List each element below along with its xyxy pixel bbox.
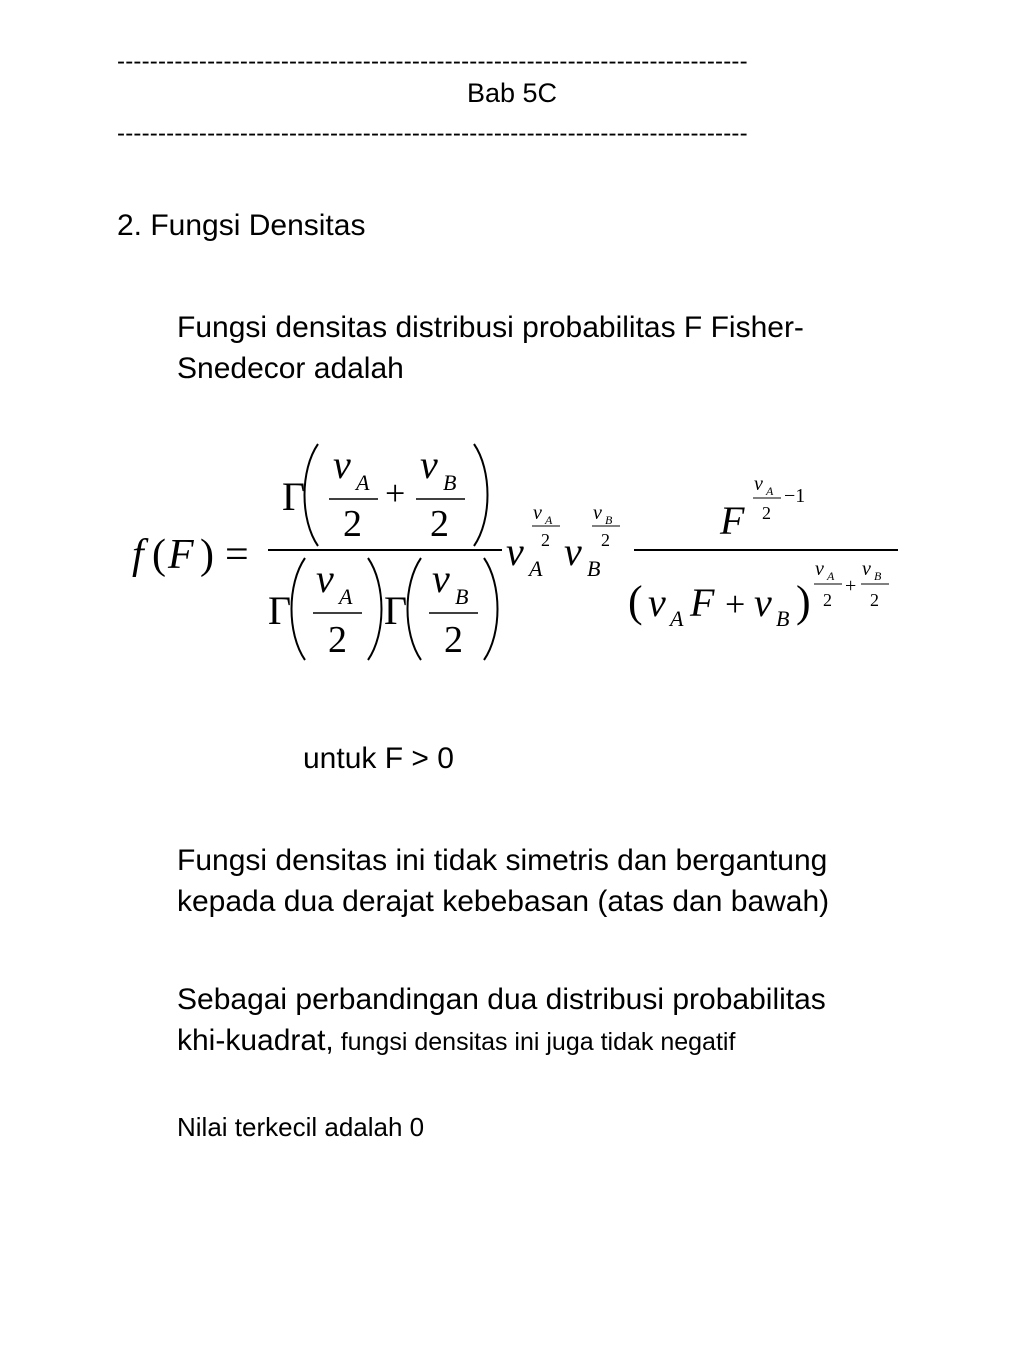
lhs-F: F [168, 532, 194, 578]
num-exp-two: 2 [762, 503, 771, 523]
den-sub-B-term: B [776, 606, 790, 631]
den-nu-B-term: ν [754, 580, 772, 625]
den-sub-A-term: A [670, 606, 684, 631]
num-right-paren [474, 444, 488, 546]
den-open-paren: ( [628, 577, 643, 626]
den-exp-two-A: 2 [823, 590, 832, 610]
f-density-formula [0, 420, 1024, 670]
den-F-term: F [690, 580, 715, 625]
den-B-left-paren [408, 558, 422, 660]
num-exp-sub: A [766, 484, 774, 498]
num-two-A: 2 [343, 503, 362, 545]
exp-B-sub: B [605, 513, 613, 527]
den-nu-B: ν [432, 556, 450, 601]
num-two-B: 2 [430, 503, 449, 545]
power-sub-B: B [587, 556, 601, 581]
minimum-value-note: Nilai terkecil adalah 0 [177, 1112, 425, 1142]
den-exp-nu-A: ν [815, 558, 824, 580]
intro-line-2: Snedecor adalah [177, 352, 404, 385]
exp-B-nu: ν [593, 502, 602, 524]
power-nu-A: ν [506, 529, 524, 574]
power-nu-B: ν [564, 529, 582, 574]
exp-A-nu: ν [533, 502, 542, 524]
num-exp-nu: ν [754, 473, 763, 495]
section-title: 2. Fungsi Densitas [117, 209, 366, 242]
numerator-F: F [720, 498, 745, 543]
header-rule-bottom: ----------------------------------------------------------------------------- [117, 120, 748, 147]
lhs-f: f [132, 532, 144, 578]
num-nu-B: ν [420, 442, 438, 487]
intro-line-1: Fungsi densitas distribusi probabilitas F Fisher- [177, 311, 804, 344]
num-plus: + [385, 473, 406, 513]
num-exp-minus-one: −1 [784, 485, 806, 507]
den-sub-A: A [339, 584, 353, 609]
comparison-line-2a: khi-kuadrat, [177, 1024, 334, 1057]
gamma-denominator-B: Γ [384, 588, 408, 633]
gamma-numerator: Γ [282, 474, 306, 519]
den-A-left-paren [292, 558, 306, 660]
den-close-paren: ) [796, 577, 811, 626]
chapter-title: Bab 5C [466, 78, 558, 108]
lhs-open-paren: ( [152, 532, 166, 578]
num-nu-A: ν [333, 442, 351, 487]
den-A-right-paren [368, 558, 382, 660]
den-plus-term: + [725, 584, 746, 624]
asymmetry-line-2: kepada dua derajat kebebasan (atas dan bawah) [177, 885, 830, 918]
asymmetry-line-1: Fungsi densitas ini tidak simetris dan bergantung [177, 844, 828, 877]
domain-condition: untuk F > 0 [303, 742, 454, 775]
equals-sign: = [225, 532, 249, 578]
den-exp-plus: + [845, 575, 857, 597]
gamma-denominator-A: Γ [268, 588, 292, 633]
num-sub-B: B [443, 470, 457, 495]
comparison-paragraph [177, 979, 937, 1063]
den-sub-B: B [455, 584, 469, 609]
power-sub-A: A [529, 556, 543, 581]
den-exp-sub-B: B [874, 569, 882, 583]
exp-A-sub: A [545, 513, 553, 527]
num-sub-A: A [356, 470, 370, 495]
lhs-close-paren: ) [200, 532, 214, 578]
intro-paragraph [177, 307, 937, 389]
den-nu-A-term: ν [648, 580, 666, 625]
den-exp-sub-A: A [827, 569, 835, 583]
den-two-B: 2 [444, 619, 463, 661]
den-two-A: 2 [328, 619, 347, 661]
den-exp-nu-B: ν [862, 558, 871, 580]
exp-A-two: 2 [541, 530, 550, 550]
asymmetry-paragraph [177, 840, 937, 922]
num-left-paren [305, 444, 319, 546]
den-exp-two-B: 2 [870, 590, 879, 610]
den-nu-A: ν [316, 556, 334, 601]
den-B-right-paren [484, 558, 498, 660]
header-rule-top: ----------------------------------------------------------------------------- [117, 48, 748, 75]
comparison-line-1: Sebagai perbandingan dua distribusi probabilitas [177, 983, 826, 1016]
comparison-line-2b: fungsi densitas ini juga tidak negatif [333, 1028, 736, 1056]
exp-B-two: 2 [601, 530, 610, 550]
